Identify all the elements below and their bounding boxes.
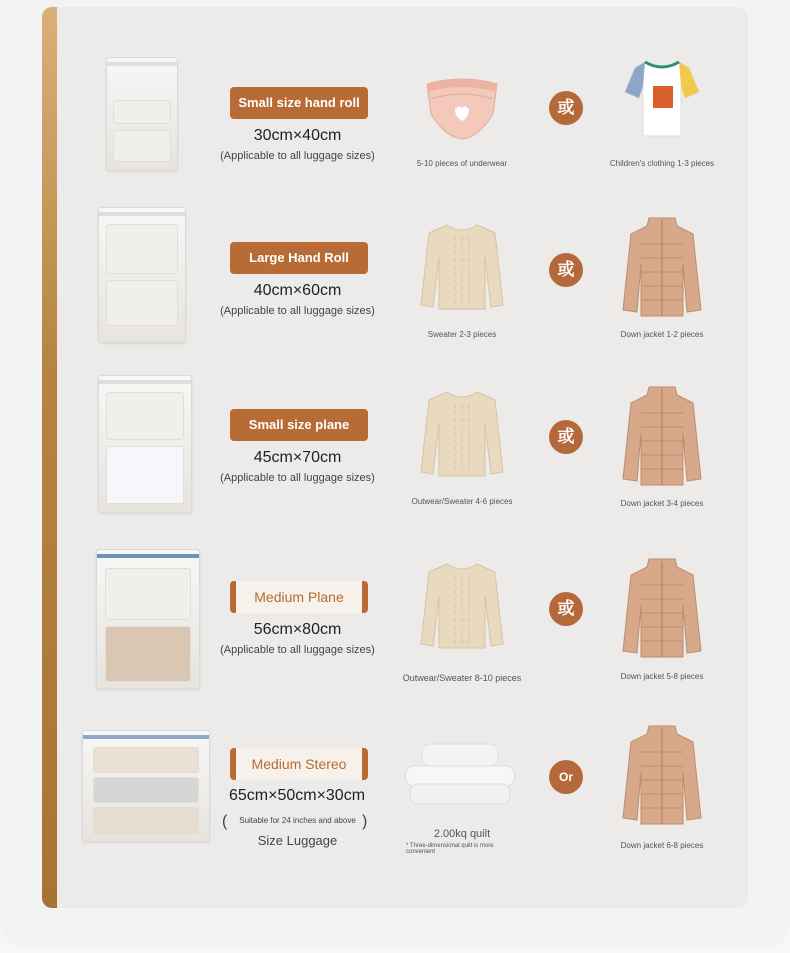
- down-jacket-icon: [617, 214, 707, 304]
- note-paren-close: ): [362, 813, 368, 830]
- or-badge: Or: [549, 760, 583, 794]
- size-note: (Applicable to all luggage sizes): [220, 150, 375, 162]
- size-dimensions: 30cm×40cm: [253, 127, 342, 144]
- underwear-icon: [417, 59, 507, 149]
- down-jacket-icon: [617, 383, 707, 473]
- size-note: (Applicable to all luggage sizes): [220, 472, 375, 484]
- sweater-icon: [417, 384, 507, 474]
- size-dimensions: 40cm×60cm: [253, 282, 342, 299]
- item-caption: Outwear/Sweater 8-10 pieces: [402, 673, 522, 683]
- size-dimensions: 56cm×80cm: [253, 621, 342, 638]
- item-caption: Down jacket 5-8 pieces: [620, 672, 704, 681]
- or-badge: 或: [549, 253, 583, 287]
- sweater-icon: [417, 217, 507, 307]
- vacuum-bag-image: [96, 549, 200, 689]
- item-caption: 2.00kq quilt: [433, 828, 491, 840]
- size-row-1: [42, 47, 748, 207]
- size-dimensions: 45cm×70cm: [253, 449, 342, 466]
- item-subcaption: * Three-dimensional quilt is more convenient: [406, 843, 494, 855]
- size-note-bottom: Size Luggage: [257, 833, 338, 848]
- item-caption: Outwear/Sweater 4-6 pieces: [411, 497, 513, 506]
- vacuum-bag-image: [106, 57, 178, 171]
- vacuum-bag-image: [98, 207, 186, 343]
- down-jacket-icon: [617, 555, 707, 645]
- size-label: Large Hand Roll: [230, 242, 368, 274]
- item-caption: Down jacket 1-2 pieces: [620, 330, 704, 339]
- size-note-top: Suitable for 24 inches and above: [239, 816, 356, 825]
- item-caption: Children's clothing 1-3 pieces: [609, 159, 715, 168]
- sweater-icon: [417, 556, 507, 646]
- size-row-2: [42, 202, 748, 362]
- vacuum-bag-image: [82, 730, 210, 842]
- size-label: Medium Plane: [230, 581, 368, 613]
- item-caption: Down jacket 3-4 pieces: [620, 499, 704, 508]
- size-note: (Applicable to all luggage sizes): [220, 644, 375, 656]
- item-caption: Sweater 2-3 pieces: [427, 330, 497, 339]
- note-paren-open: (: [222, 813, 228, 830]
- size-guide-card: [42, 7, 748, 908]
- size-label: Medium Stereo: [230, 748, 368, 780]
- or-badge: 或: [549, 420, 583, 454]
- item-caption: 5-10 pieces of underwear: [416, 159, 508, 168]
- size-label: Small size hand roll: [230, 87, 368, 119]
- size-row-4: [42, 541, 748, 701]
- size-row-5: [42, 710, 748, 870]
- size-note: (Applicable to all luggage sizes): [220, 305, 375, 317]
- size-dimensions: 65cm×50cm×30cm: [228, 787, 366, 804]
- size-label: Small size plane: [230, 409, 368, 441]
- tshirt-icon: [617, 52, 707, 142]
- size-row-3: [42, 369, 748, 529]
- quilt-icon: [400, 740, 520, 810]
- down-jacket-icon: [617, 722, 707, 812]
- vacuum-bag-image: [98, 375, 192, 513]
- or-badge: 或: [549, 592, 583, 626]
- or-badge: 或: [549, 91, 583, 125]
- item-caption: Down jacket 6-8 pieces: [620, 841, 704, 850]
